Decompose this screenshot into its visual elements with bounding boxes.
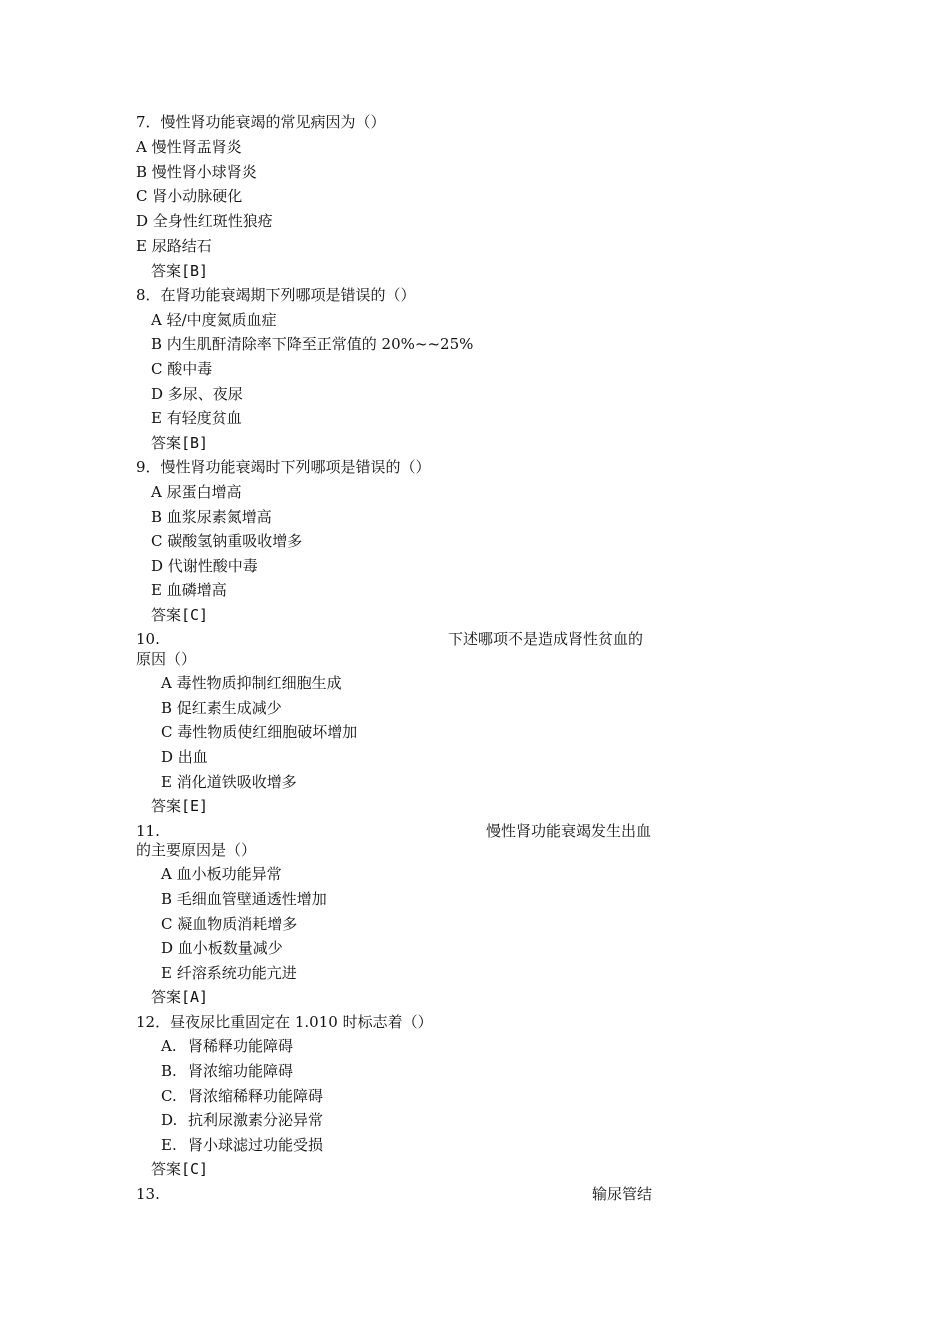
question-7-option-d: D 全身性红斑性狼疮 bbox=[136, 212, 273, 230]
question-11-option-a: A 血小板功能异常 bbox=[161, 865, 282, 883]
question-8-option-d: D 多尿、夜尿 bbox=[151, 385, 243, 403]
question-11-number: 11. bbox=[136, 822, 160, 840]
question-8-option-e: E 有轻度贫血 bbox=[151, 409, 242, 427]
question-8-option-b: B 内生肌酐清除率下降至正常值的 20%~~25% bbox=[151, 335, 474, 353]
question-10-answer: 答案[E] bbox=[151, 797, 209, 815]
question-11-option-b: B 毛细血管壁通透性增加 bbox=[161, 890, 327, 908]
question-8-answer: 答案[B] bbox=[151, 434, 209, 452]
question-9-option-b: B 血浆尿素氮增高 bbox=[151, 508, 272, 526]
question-11-option-e: E 纤溶系统功能亢进 bbox=[161, 964, 297, 982]
question-9-stem: 9．慢性肾功能衰竭时下列哪项是错误的（） bbox=[136, 458, 431, 476]
question-10-stem-part1: 下述哪项不是造成肾性贫血的 bbox=[448, 630, 644, 648]
question-12-option-d-letter: D. bbox=[161, 1111, 178, 1129]
question-9-option-a: A 尿蛋白增高 bbox=[151, 483, 242, 501]
question-13-stem-part1: 输尿管结 bbox=[592, 1185, 653, 1203]
question-10-option-d: D 出血 bbox=[161, 748, 208, 766]
question-12-stem: 12．昼夜尿比重固定在 1.010 时标志着（） bbox=[136, 1013, 433, 1031]
question-7-option-e: E 尿路结石 bbox=[136, 237, 212, 255]
question-12-option-c-text: 肾浓缩稀释功能障碍 bbox=[188, 1087, 324, 1105]
question-12-option-b-letter: B. bbox=[161, 1062, 177, 1080]
question-7-answer: 答案[B] bbox=[151, 262, 209, 280]
question-10-option-b: B 促红素生成减少 bbox=[161, 699, 282, 717]
question-11-stem-part1: 慢性肾功能衰竭发生出血 bbox=[486, 822, 652, 840]
question-7-option-b: B 慢性肾小球肾炎 bbox=[136, 163, 257, 181]
question-9-answer: 答案[C] bbox=[151, 606, 209, 624]
question-9-option-e: E 血磷增高 bbox=[151, 581, 227, 599]
question-12-option-b-text: 肾浓缩功能障碍 bbox=[188, 1062, 294, 1080]
question-7-option-c: C 肾小动脉硬化 bbox=[136, 187, 243, 205]
question-12-option-a-text: 肾稀释功能障碍 bbox=[188, 1037, 294, 1055]
question-9-option-c: C 碳酸氢钠重吸收增多 bbox=[151, 532, 303, 550]
question-12-option-a-letter: A. bbox=[161, 1037, 177, 1055]
question-10-option-e: E 消化道铁吸收增多 bbox=[161, 773, 297, 791]
question-13-number: 13. bbox=[136, 1185, 160, 1203]
question-10-option-c: C 毒性物质使红细胞破坏增加 bbox=[161, 723, 358, 741]
question-8-option-c: C 酸中毒 bbox=[151, 360, 213, 378]
question-7-option-a: A 慢性肾盂肾炎 bbox=[136, 138, 242, 156]
question-11-option-d: D 血小板数量减少 bbox=[161, 939, 283, 957]
question-8-stem: 8．在肾功能衰竭期下列哪项是错误的（） bbox=[136, 286, 416, 304]
question-11-option-c: C 凝血物质消耗增多 bbox=[161, 915, 298, 933]
question-12-option-d-text: 抗利尿激素分泌异常 bbox=[188, 1111, 324, 1129]
question-12-option-e-letter: E. bbox=[161, 1136, 177, 1154]
question-10-stem-part2: 原因（） bbox=[136, 650, 197, 668]
question-10-option-a: A 毒性物质抑制红细胞生成 bbox=[161, 674, 342, 692]
question-9-option-d: D 代谢性酸中毒 bbox=[151, 557, 258, 575]
question-12-answer: 答案[C] bbox=[151, 1160, 209, 1178]
question-12-option-c-letter: C. bbox=[161, 1087, 177, 1105]
question-11-answer: 答案[A] bbox=[151, 988, 209, 1006]
question-7-stem: 7．慢性肾功能衰竭的常见病因为（） bbox=[136, 113, 386, 131]
question-11-stem-part2: 的主要原因是（） bbox=[136, 841, 257, 859]
question-12-option-e-text: 肾小球滤过功能受损 bbox=[188, 1136, 324, 1154]
question-10-number: 10. bbox=[136, 630, 160, 648]
question-8-option-a: A 轻/中度氮质血症 bbox=[151, 311, 277, 329]
